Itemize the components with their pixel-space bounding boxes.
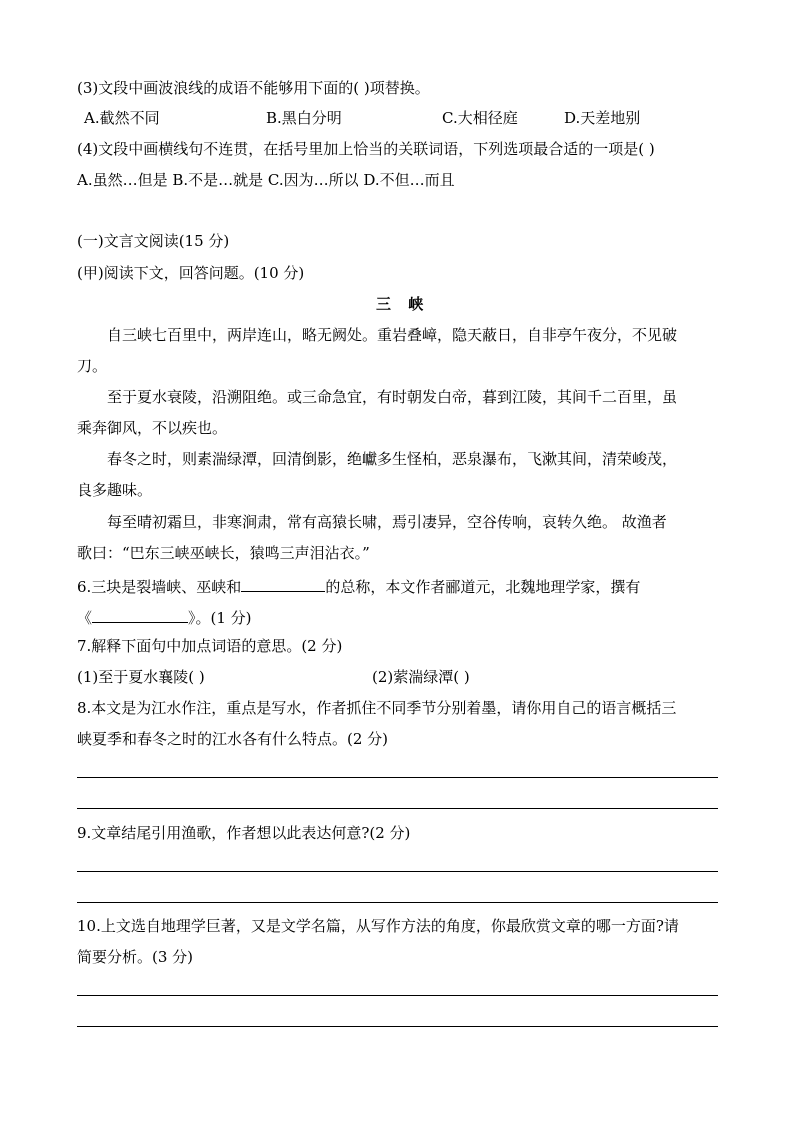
q6-line2 [77,605,252,628]
passage-p4-line2: 歌曰：“巴东三峡巫峡长，猿鸣三声泪沾衣。” [77,544,370,562]
q4-options: A.虽然…但是 B.不是…就是 C.因为…所以 D.不但…而且 [77,171,455,189]
q8-answer-line-2[interactable] [77,808,718,809]
passage-p2-line2: 乘奔御风，不以疾也。 [77,419,228,437]
q3-option-b: B.黑白分明 [266,109,342,127]
q3-stem: (3)文段中画波浪线的成语不能够用下面的( )项替换。 [77,79,430,97]
q8-line2: 峡夏季和春冬之时的江水各有什么特点。(2 分) [77,730,389,748]
q7-stem: 7.解释下面句中加点词语的意思。(2 分) [77,637,343,655]
passage-title: 三 峡 [376,295,430,313]
q9-stem: 9.文章结尾引用渔歌，作者想以此表达何意?(2 分) [77,824,411,842]
q3-option-a: A.截然不同 [84,109,160,127]
q10-line1: 10.上文选自地理学巨著，又是文学名篇，从写作方法的角度，你最欣赏文章的哪一方面?请 [77,917,679,935]
passage-p3-line2: 良多趣味。 [77,481,153,499]
q6-blank-2[interactable] [92,605,188,623]
q4-stem: (4)文段中画横线句不连贯，在括号里加上恰当的关联词语，下列选项最合适的一项是( ) [77,140,655,158]
q10-line2: 简要分析。(3 分) [77,948,194,966]
passage-p4-line1: 每至晴初霜旦，非寒涧肃，常有高猿长啸，焉引凄异，空谷传响，哀转久绝。 故渔者 [107,513,667,531]
section-subheading: (甲)阅读下文，回答问题。(10 分) [77,264,305,282]
q6-blank-1[interactable] [241,574,325,592]
q3-option-d: D.天差地别 [564,109,641,127]
passage-p2-line1: 至于夏水衰陵，沿溯阻绝。或三命急宜，有时朝发白帝，暮到江陵，其间千二百里，虽 [107,388,678,406]
section-heading: (一)文言文阅读(15 分) [77,232,230,250]
passage-p1-line2: 刀。 [77,357,108,375]
q10-answer-line-1[interactable] [77,995,718,996]
q9-answer-line-2[interactable] [77,902,718,903]
q8-answer-line-1[interactable] [77,777,718,778]
q3-option-c: C.大相径庭 [442,109,518,127]
q7-sub2: (2)萦湍绿潭( ) [372,668,470,686]
q9-answer-line-1[interactable] [77,871,718,872]
q6-text-d: 》。(1 分) [188,609,252,627]
q7-sub1: (1)至于夏水襄陵( ) [77,668,205,686]
q6-text-c: 《 [77,609,93,627]
q6-text-b: 的总称，本文作者郦道元，北魏地理学家，撰有 [325,578,641,596]
passage-p1-line1: 自三峡七百里中，两岸连山，略无阙处。重岩叠嶂，隐天蔽日，自非亭午夜分，不见破 [107,326,678,344]
q6-line1 [77,574,640,597]
q8-line1: 8.本文是为江水作注，重点是写水，作者抓住不同季节分别着墨，请你用自己的语言概括三 [77,699,677,717]
q6-text-a: 6.三块是裂墙峡、巫峡和 [77,578,242,596]
q10-answer-line-2[interactable] [77,1026,718,1027]
passage-p3-line1: 春冬之时，则素湍绿潭，回清倒影，绝巘多生怪柏，恶泉瀑布，飞漱其间，清荣峻茂， [107,450,678,468]
